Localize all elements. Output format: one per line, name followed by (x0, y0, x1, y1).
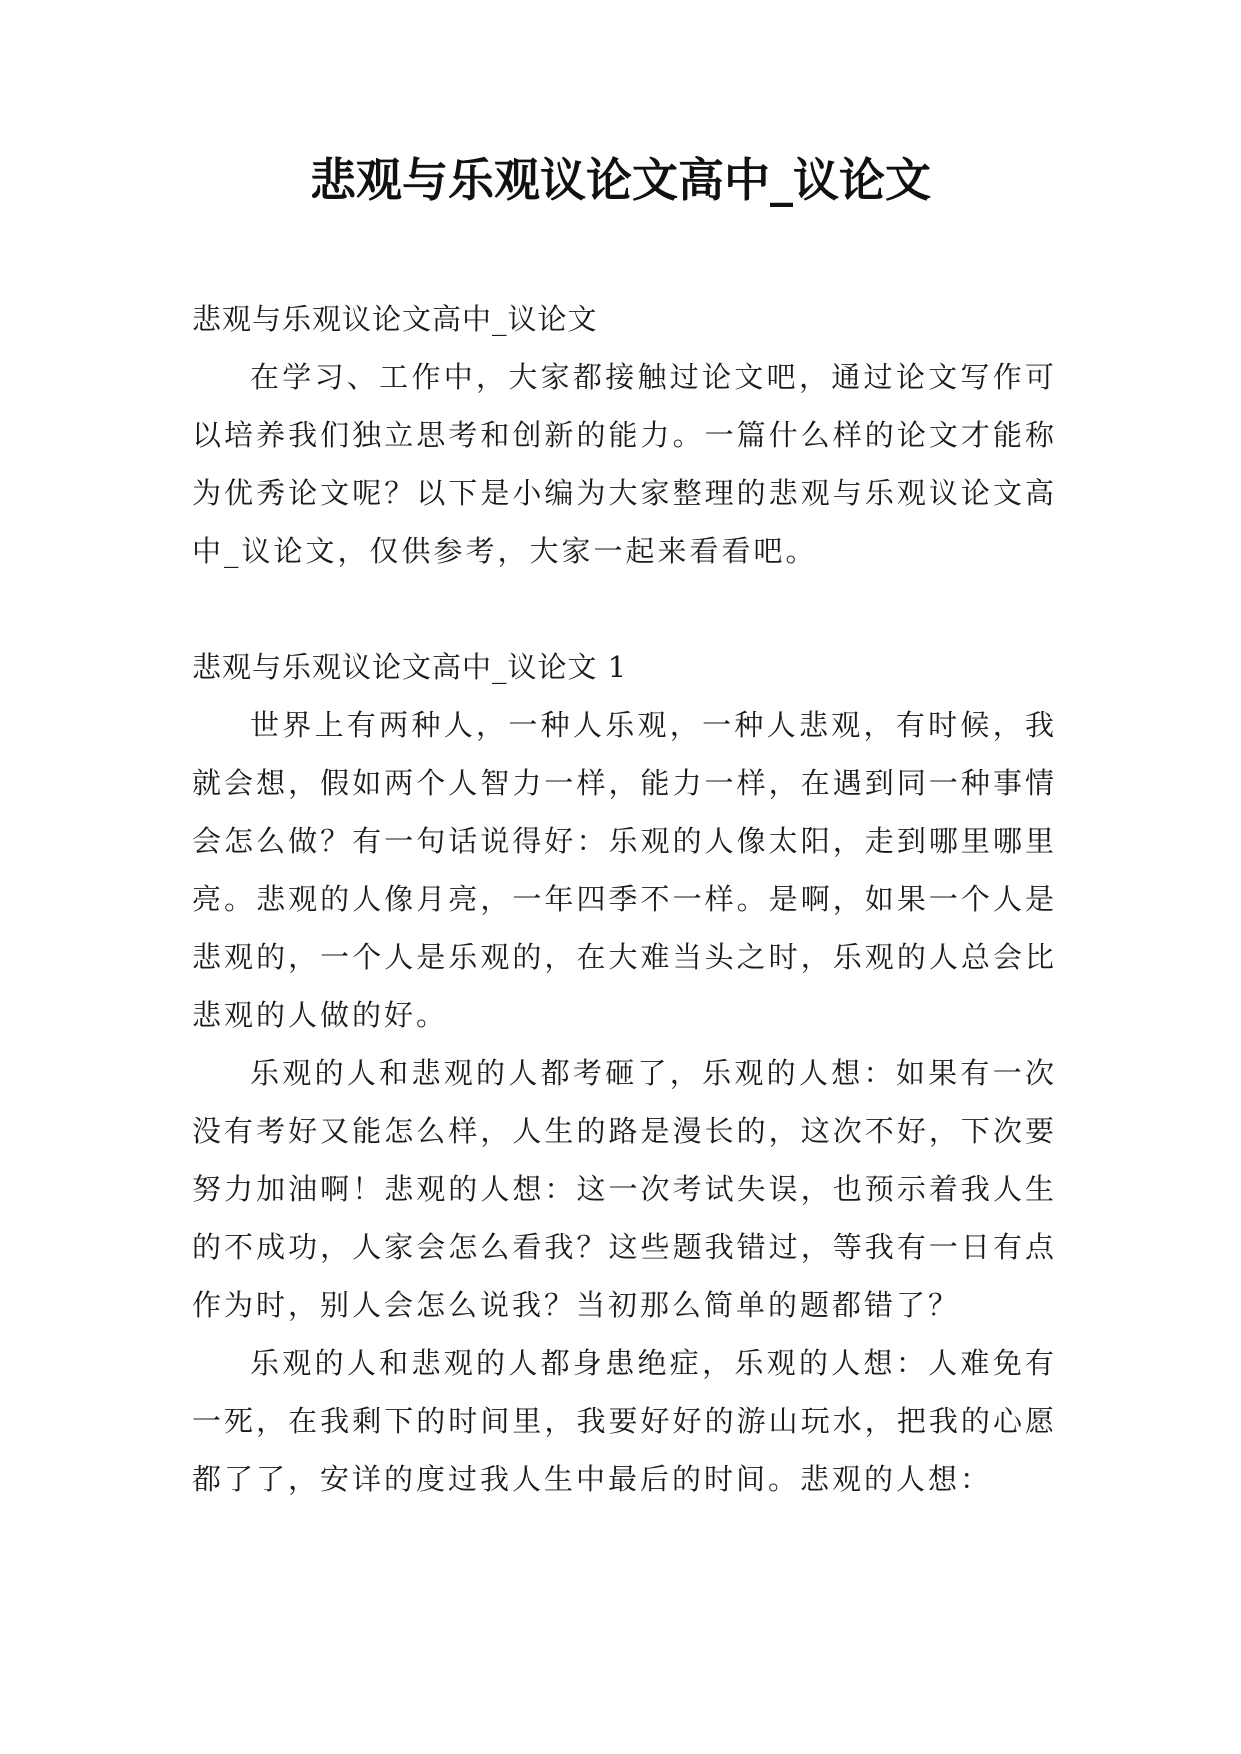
document-title: 悲观与乐观议论文高中_议论文 (310, 153, 931, 207)
section-heading: 悲观与乐观议论文高中_议论文 1 (192, 650, 628, 684)
body-paragraph: 世界上有两种人，一种人乐观，一种人悲观，有时候，我就会想，假如两个人智力一样，能力一样，在遇到同一种事情会怎么做？有一句话说得好：乐观的人像太阳，走到哪里哪里亮。悲观的人像月亮，一年四季不一样。是啊，如果一个人是悲观的，一个人是乐观的，在大难当头之时，乐观的人总会比悲观的人做的好。 (192, 708, 1057, 1032)
intro-heading: 悲观与乐观议论文高中_议论文 (192, 302, 598, 336)
section-spacer (192, 580, 1057, 638)
intro-paragraph: 在学习、工作中，大家都接触过论文吧，通过论文写作可以培养我们独立思考和创新的能力。一篇什么样的论文才能称为优秀论文呢？以下是小编为大家整理的悲观与乐观议论文高中_议论文，仅供参考，大家一起来看看吧。 (192, 360, 1057, 568)
body-paragraph: 乐观的人和悲观的人都身患绝症，乐观的人想：人难免有一死，在我剩下的时间里，我要好好的游山玩水，把我的心愿都了了，安详的度过我人生中最后的时间。悲观的人想： (192, 1346, 1057, 1496)
body-paragraph: 乐观的人和悲观的人都考砸了，乐观的人想：如果有一次没有考好又能怎么样，人生的路是漫长的，这次不好，下次要努力加油啊！悲观的人想：这一次考试失误，也预示着我人生的不成功，人家会怎么看我？这些题我错过，等我有一日有点作为时，别人会怎么说我？当初那么简单的题都错了？ (192, 1056, 1057, 1322)
document-body (192, 290, 1057, 1508)
